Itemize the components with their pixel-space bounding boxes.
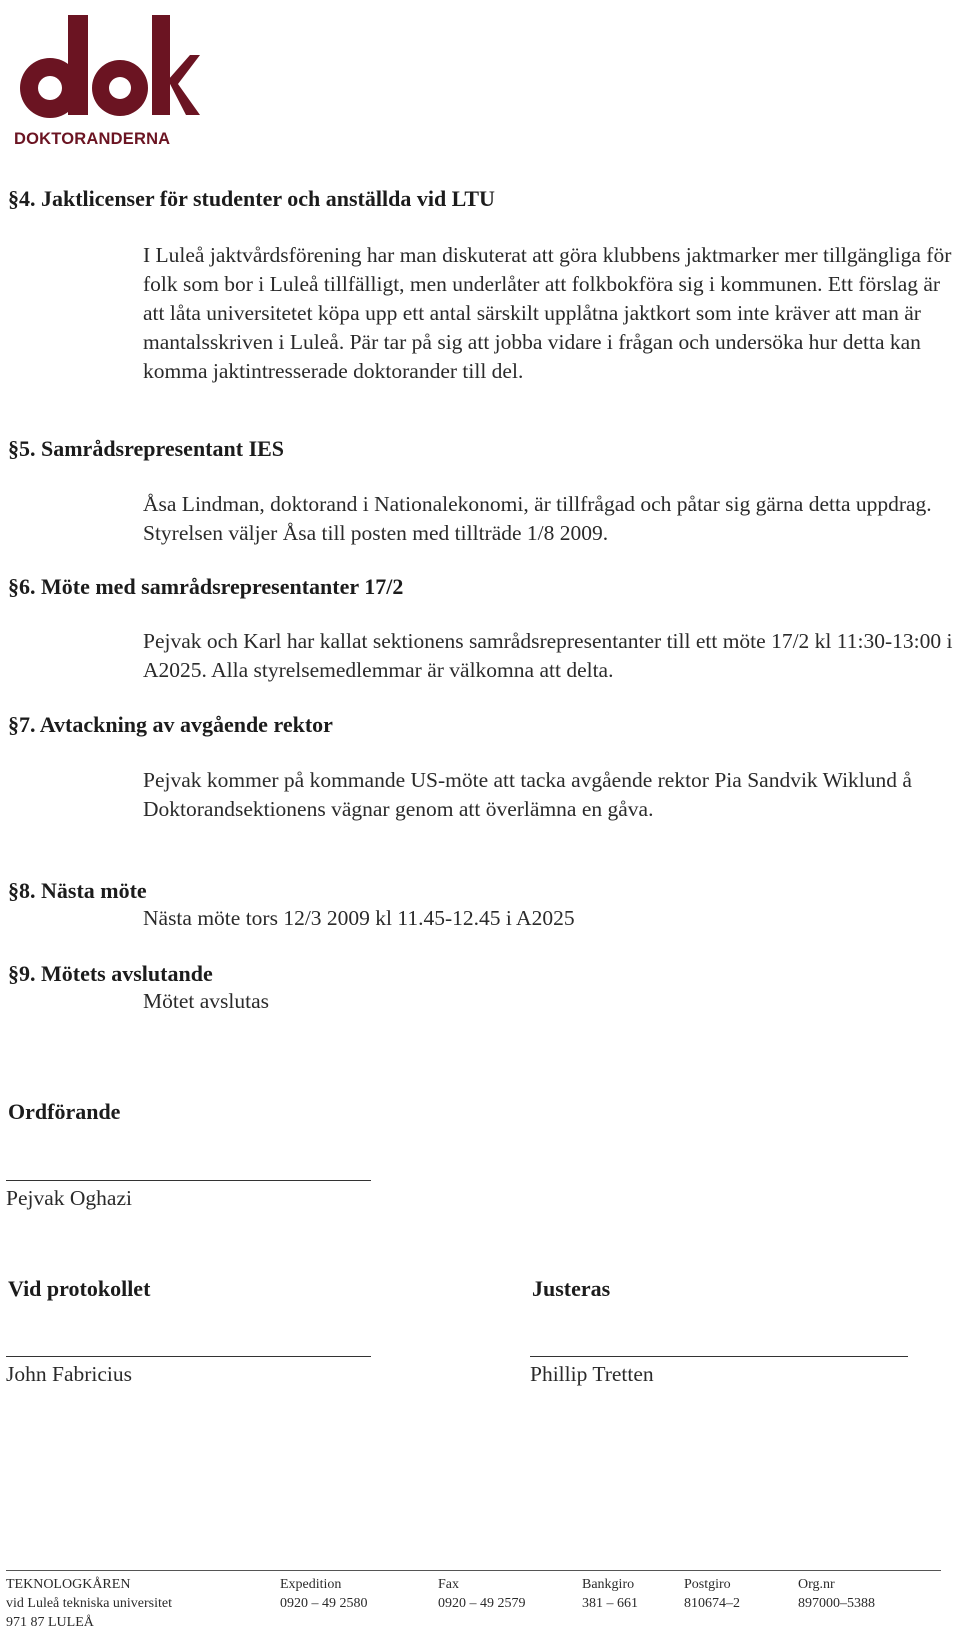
adjuster-signature-line [530, 1356, 908, 1357]
footer-fax [438, 1575, 526, 1613]
section-heading: §9. Mötets avslutande [8, 961, 213, 986]
footer-expedition-phone: 0920 – 49 2580 [280, 1596, 368, 1611]
footer-bankgiro-label: Bankgiro [582, 1577, 635, 1592]
footer-org-name: TEKNOLOGKÅREN [6, 1577, 131, 1592]
footer-orgnr-number: 897000–5388 [798, 1596, 875, 1611]
section-body: Åsa Lindman, doktorand i Nationalekonomi, är tillfrågad och påtar sig gärna detta uppdrag. Styrelsen väljer Åsa till posten med tillträde 1/8 2009. [143, 492, 932, 545]
secretary-name: John Fabricius [6, 1362, 133, 1386]
footer-bankgiro-number: 381 – 661 [582, 1596, 638, 1611]
chair-role-label: Ordförande [8, 1099, 121, 1124]
dok-logo-mark [10, 10, 200, 130]
footer-fax-number: 0920 – 49 2579 [438, 1596, 526, 1611]
section-heading: §5. Samrådsrepresentant IES [8, 436, 285, 461]
footer-orgnr [798, 1575, 875, 1613]
section-heading: §6. Möte med samrådsrepresentanter 17/2 [8, 574, 404, 599]
footer-org-address: 971 87 LULEÅ [6, 1615, 94, 1630]
secretary-signature-line [6, 1356, 371, 1357]
footer-expedition-label: Expedition [280, 1577, 342, 1592]
footer-org-subtitle: vid Luleå tekniska universitet [6, 1596, 173, 1611]
footer-orgnr-label: Org.nr [798, 1577, 835, 1592]
section-body: Pejvak kommer på kommande US-möte att tacka avgående rektor Pia Sandvik Wiklund å Doktorandsektionens vägnar genom att överlämna en gåva. [143, 768, 912, 821]
section-heading: §4. Jaktlicenser för studenter och anställda vid LTU [8, 186, 495, 211]
section-body: Mötet avslutas [143, 989, 269, 1013]
section-body: I Luleå jaktvårdsförening har man diskuterat att göra klubbens jaktmarker mer tillgängliga för folk som bor i Luleå tillfälligt, men underlåter att folkbokföra sig i kommunen. Ett förslag är att låta universitetet köpa upp ett antal särskilt upplåtna jaktkort som inte kräver att man är mantalsskriven i Luleå. Pär tar på sig att jobba vidare i frågan och undersöka hur detta kan komma jaktintresserade doktorander till del. [143, 243, 952, 383]
footer-bankgiro [582, 1575, 638, 1613]
footer-postgiro-label: Postgiro [684, 1577, 731, 1592]
doktoranderna-logo [10, 10, 200, 160]
logo-wordmark: DOKTORANDERNA [14, 130, 171, 148]
footer-divider [6, 1570, 941, 1571]
footer-fax-label: Fax [438, 1577, 459, 1592]
section-body: Nästa möte tors 12/3 2009 kl 11.45-12.45 i A2025 [143, 906, 575, 930]
footer-organization [6, 1575, 172, 1632]
adjuster-role-label: Justeras [532, 1276, 611, 1301]
section-heading: §7. Avtackning av avgående rektor [8, 712, 333, 737]
adjuster-name: Phillip Tretten [530, 1362, 654, 1386]
section-body: Pejvak och Karl har kallat sektionens samrådsrepresentanter till ett möte 17/2 kl 11:30-13:00 i A2025. Alla styrelsemedlemmar är välkomna att delta. [143, 629, 953, 682]
footer-postgiro [684, 1575, 740, 1613]
secretary-role-label: Vid protokollet [8, 1276, 151, 1301]
footer-postgiro-number: 810674–2 [684, 1596, 740, 1611]
chair-name: Pejvak Oghazi [6, 1186, 132, 1210]
footer-expedition [280, 1575, 368, 1613]
section-heading: §8. Nästa möte [8, 878, 147, 903]
chair-signature-line [6, 1180, 371, 1181]
